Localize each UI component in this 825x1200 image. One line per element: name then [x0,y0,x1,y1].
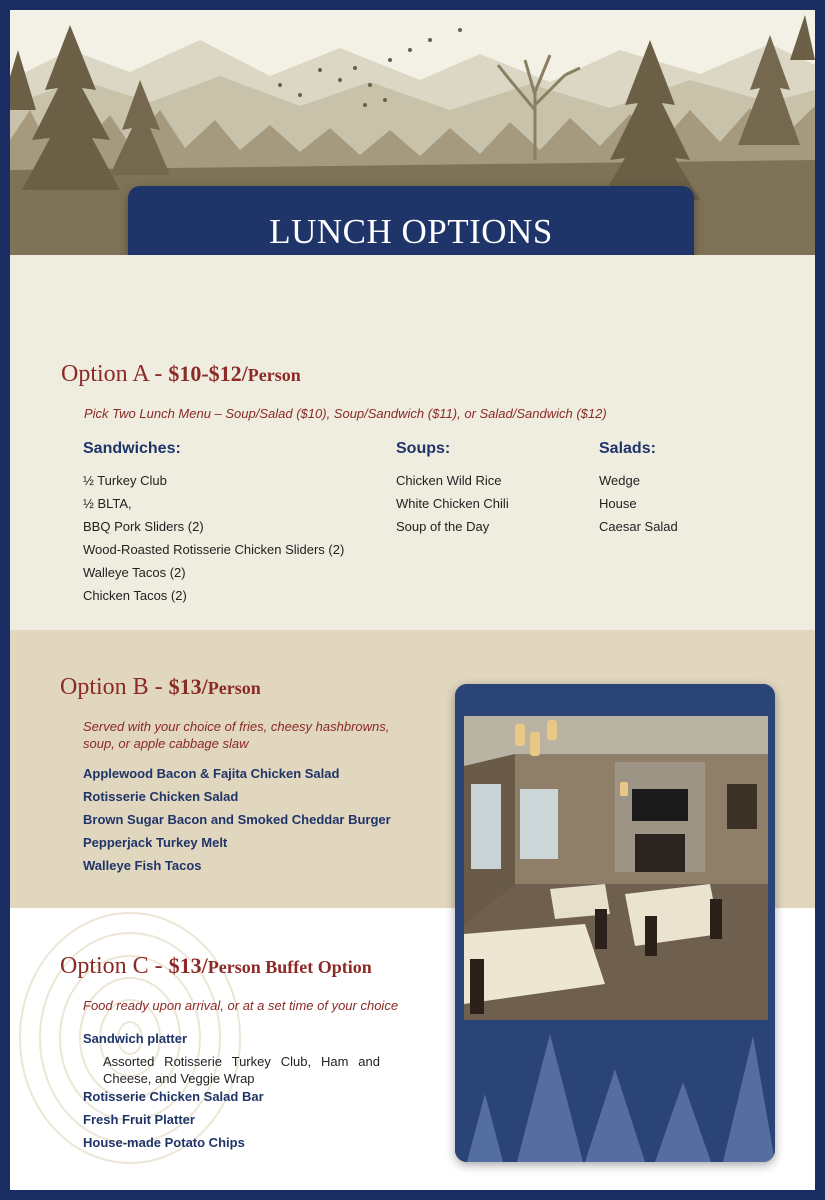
list-item: ½ Turkey Club [83,473,167,488]
page-title: LUNCH OPTIONS [269,212,553,251]
option-c-per: Person Buffet Option [207,957,372,977]
option-c-description: Food ready upon arrival, or at a set time of your choice [83,998,399,1013]
option-b-name: Option B - [60,674,169,700]
list-item: Fresh Fruit Platter [83,1112,195,1127]
sandwich-platter-detail-line1: Assorted Rotisserie Turkey Club, Ham and [103,1054,380,1069]
sandwiches-list [83,469,344,607]
dining-room-photo [464,716,768,1020]
salads-list [599,469,678,538]
sandwich-platter-detail-line2: Cheese, and Veggie Wrap [103,1071,255,1086]
option-b-title [60,674,261,701]
list-item: Chicken Wild Rice [396,473,502,488]
list-item: Soup of the Day [396,519,490,534]
option-c-name: Option C - [60,953,169,979]
list-item: BBQ Pork Sliders (2) [83,519,204,534]
list-item: Walleye Fish Tacos [83,858,202,873]
list-item: Walleye Tacos (2) [83,565,186,580]
list-item: ½ BLTA, [83,496,132,511]
list-item: House-made Potato Chips [83,1135,245,1150]
list-item: Brown Sugar Bacon and Smoked Cheddar Burger [83,812,391,827]
option-b-list [83,762,391,877]
option-b-description-line1: Served with your choice of fries, cheesy hashbrowns, [83,719,390,734]
option-a-per: Person [247,365,301,385]
option-c-list [83,1085,264,1154]
option-c-title [60,953,372,980]
menu-page [10,10,815,1190]
list-item: Caesar Salad [599,519,678,534]
option-b-description [83,718,389,752]
option-a-section [10,255,815,630]
soups-heading: Soups: [396,440,451,457]
option-a-title [61,361,301,388]
list-item: House [599,496,637,511]
list-item: Chicken Tacos (2) [83,588,187,603]
option-a-description: Pick Two Lunch Menu – Soup/Salad ($10), Soup/Sandwich ($11), or Salad/Sandwich ($12) [84,406,607,421]
sandwich-platter-heading: Sandwich platter [83,1031,188,1046]
list-item: White Chicken Chili [396,496,509,511]
list-item: Rotisserie Chicken Salad Bar [83,1089,264,1104]
list-item: Applewood Bacon & Fajita Chicken Salad [83,766,340,781]
list-item: Rotisserie Chicken Salad [83,789,239,804]
sandwiches-heading: Sandwiches: [83,440,181,457]
salads-heading: Salads: [599,440,656,457]
dining-room-photo-card [455,684,775,1162]
option-a-price: $10-$12/ [168,361,248,386]
option-c-price: $13/ [168,953,208,978]
option-b-description-line2: soup, or apple cabbage slaw [83,736,249,751]
sandwich-platter-detail [103,1053,380,1087]
list-item: Pepperjack Turkey Melt [83,835,228,850]
option-b-per: Person [207,678,261,698]
option-b-price: $13/ [168,674,208,699]
option-a-name: Option A - [61,361,169,387]
list-item: Wood-Roasted Rotisserie Chicken Sliders (2) [83,542,345,557]
soups-list [396,469,509,538]
list-item: Wedge [599,473,640,488]
